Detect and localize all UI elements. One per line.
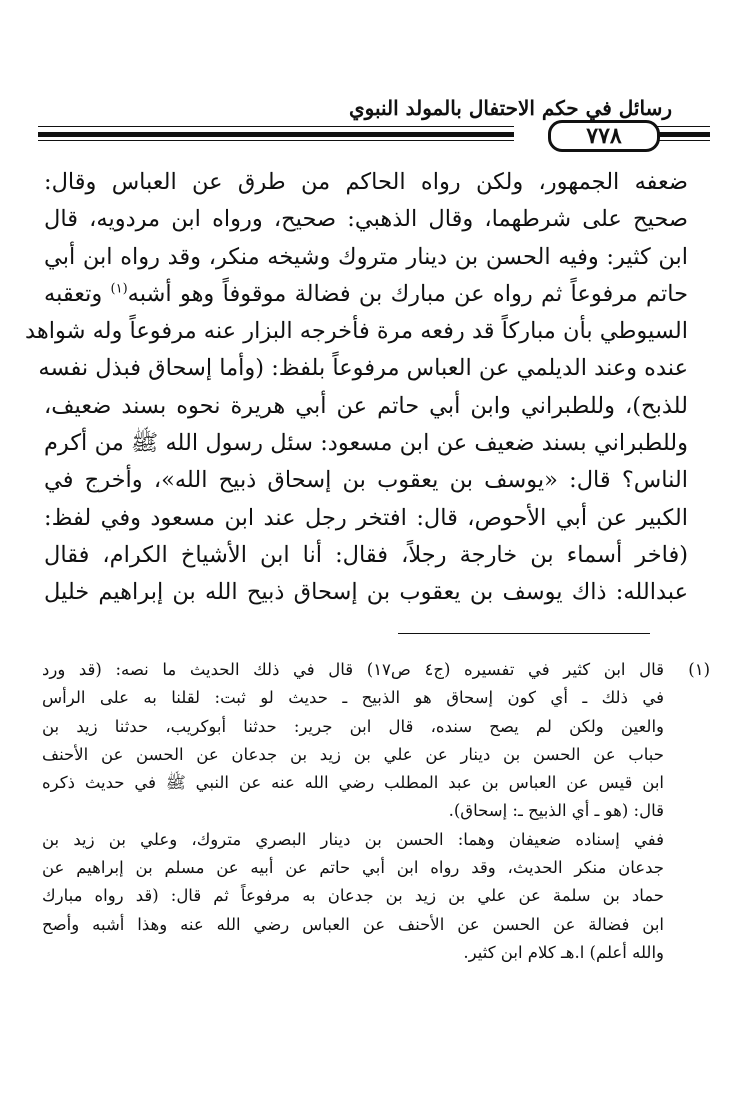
footnote-line: والعين ولكن لم يصح سنده، قال ابن جرير: حدثنا أبوكريب، حدثنا زيد بن bbox=[42, 716, 664, 736]
footnote-line: والله أعلم) ا.هـ كلام ابن كثير. bbox=[463, 942, 664, 962]
body-line: صحيح على شرطهما، وقال الذهبي: صحيح، ورواه ابن مردويه، قال bbox=[44, 206, 688, 233]
body-line-tail: وتعقبه bbox=[44, 280, 103, 307]
body-line: الكبير عن أبي الأحوص، قال: افتخر رجل عند ابن مسعود وفي لفظ: bbox=[44, 504, 688, 531]
page-number: ٧٧٨ bbox=[586, 123, 622, 149]
body-line: عنده وعند الديلمي عن العباس مرفوعاً بلفظ: (وأما إسحاق فبذل نفسه bbox=[38, 355, 688, 382]
footnote-body bbox=[42, 656, 664, 967]
footnote-marker: (١) bbox=[688, 660, 710, 679]
body-line-text: حاتم مرفوعاً ثم رواه عن مبارك بن فضالة موقوفاً وهو أشبه bbox=[127, 280, 688, 307]
footnote-line: حماد بن سلمة عن علي بن زيد بن جدعان به مرفوعاً ثم قال: (قد رواه مبارك bbox=[42, 886, 664, 906]
footnote-line: حباب عن الحسن بن دينار عن علي بن زيد بن جدعان عن الحسن عن الأحنف bbox=[42, 744, 664, 764]
footnote-reference[interactable]: (١) bbox=[110, 281, 128, 297]
header-rule-thin-lower bbox=[38, 140, 514, 141]
page-number-badge bbox=[548, 120, 660, 152]
footnote-line: في ذلك ـ أي كون إسحاق هو الذبيح ـ حديث لو ثبت: لقلنا به على الرأس bbox=[42, 688, 664, 708]
body-line: وللطبراني بسند ضعيف عن ابن مسعود: سئل رسول الله ﷺ من أكرم bbox=[44, 430, 688, 457]
header-rule-right-thin-lower bbox=[656, 140, 710, 141]
running-title: رسائل في حكم الاحتفال بالمولد النبوي bbox=[348, 96, 672, 120]
footnote-line: جدعان منكر الحديث، وقد رواه ابن أبي حاتم عن أبيه عن مسلم بن إبراهيم عن bbox=[42, 858, 664, 878]
header-rule-thick bbox=[38, 132, 514, 137]
footnote-line: ابن فضالة عن الحسن عن الأحنف عن العباس رضي الله عنه وهذا أشبه وأصح bbox=[42, 914, 664, 934]
body-line: عبدالله: ذاك يوسف بن يعقوب بن إسحاق ذبيح الله بن إبراهيم خليل bbox=[44, 579, 688, 606]
body-line: الناس؟ قال: «يوسف بن يعقوب بن إسحاق ذبيح الله»، وأخرج في bbox=[44, 467, 688, 494]
body-line: ابن كثير: وفيه الحسن بن دينار متروك وشيخه منكر، وقد رواه ابن أبي bbox=[44, 243, 688, 270]
body-line: للذبح)، وللطبراني وابن أبي حاتم عن أبي هريرة نحوه بسند ضعيف، bbox=[44, 392, 688, 419]
footnote-line: ففي إسناده ضعيفان وهما: الحسن بن دينار البصري متروك، وعلي بن زيد بن bbox=[42, 829, 664, 849]
footnote-separator bbox=[398, 633, 650, 634]
main-body-text bbox=[25, 164, 688, 612]
body-line: السيوطي بأن مباركاً قد رفعه مرة فأخرجه البزار عنه مرفوعاً وله شواهد bbox=[25, 318, 688, 345]
footnote-line: قال ابن كثير في تفسيره (ج٤ ص١٧) قال في ذلك الحديث ما نصه: (قد ورد bbox=[42, 660, 664, 679]
footnote-line: قال: (هو ـ أي الذبيح ـ: إسحاق). bbox=[448, 801, 664, 821]
header-rule-right-thick bbox=[656, 132, 710, 137]
body-line: ضعفه الجمهور، ولكن رواه الحاكم من طرق عن العباس وقال: bbox=[44, 169, 688, 195]
body-line: (فاخر أسماء بن خارجة رجلاً، فقال: أنا ابن الأشياخ الكرام، فقال bbox=[44, 541, 688, 568]
body-line-with-footnote-ref bbox=[44, 276, 688, 313]
footnote-line: ابن قيس عن العباس بن عبد المطلب رضي الله عنه عن النبي ﷺ في حديث ذكره bbox=[42, 773, 664, 793]
footnote-block bbox=[42, 656, 710, 967]
header-rule-thin bbox=[38, 126, 514, 127]
header-rule-right-thin bbox=[656, 126, 710, 127]
